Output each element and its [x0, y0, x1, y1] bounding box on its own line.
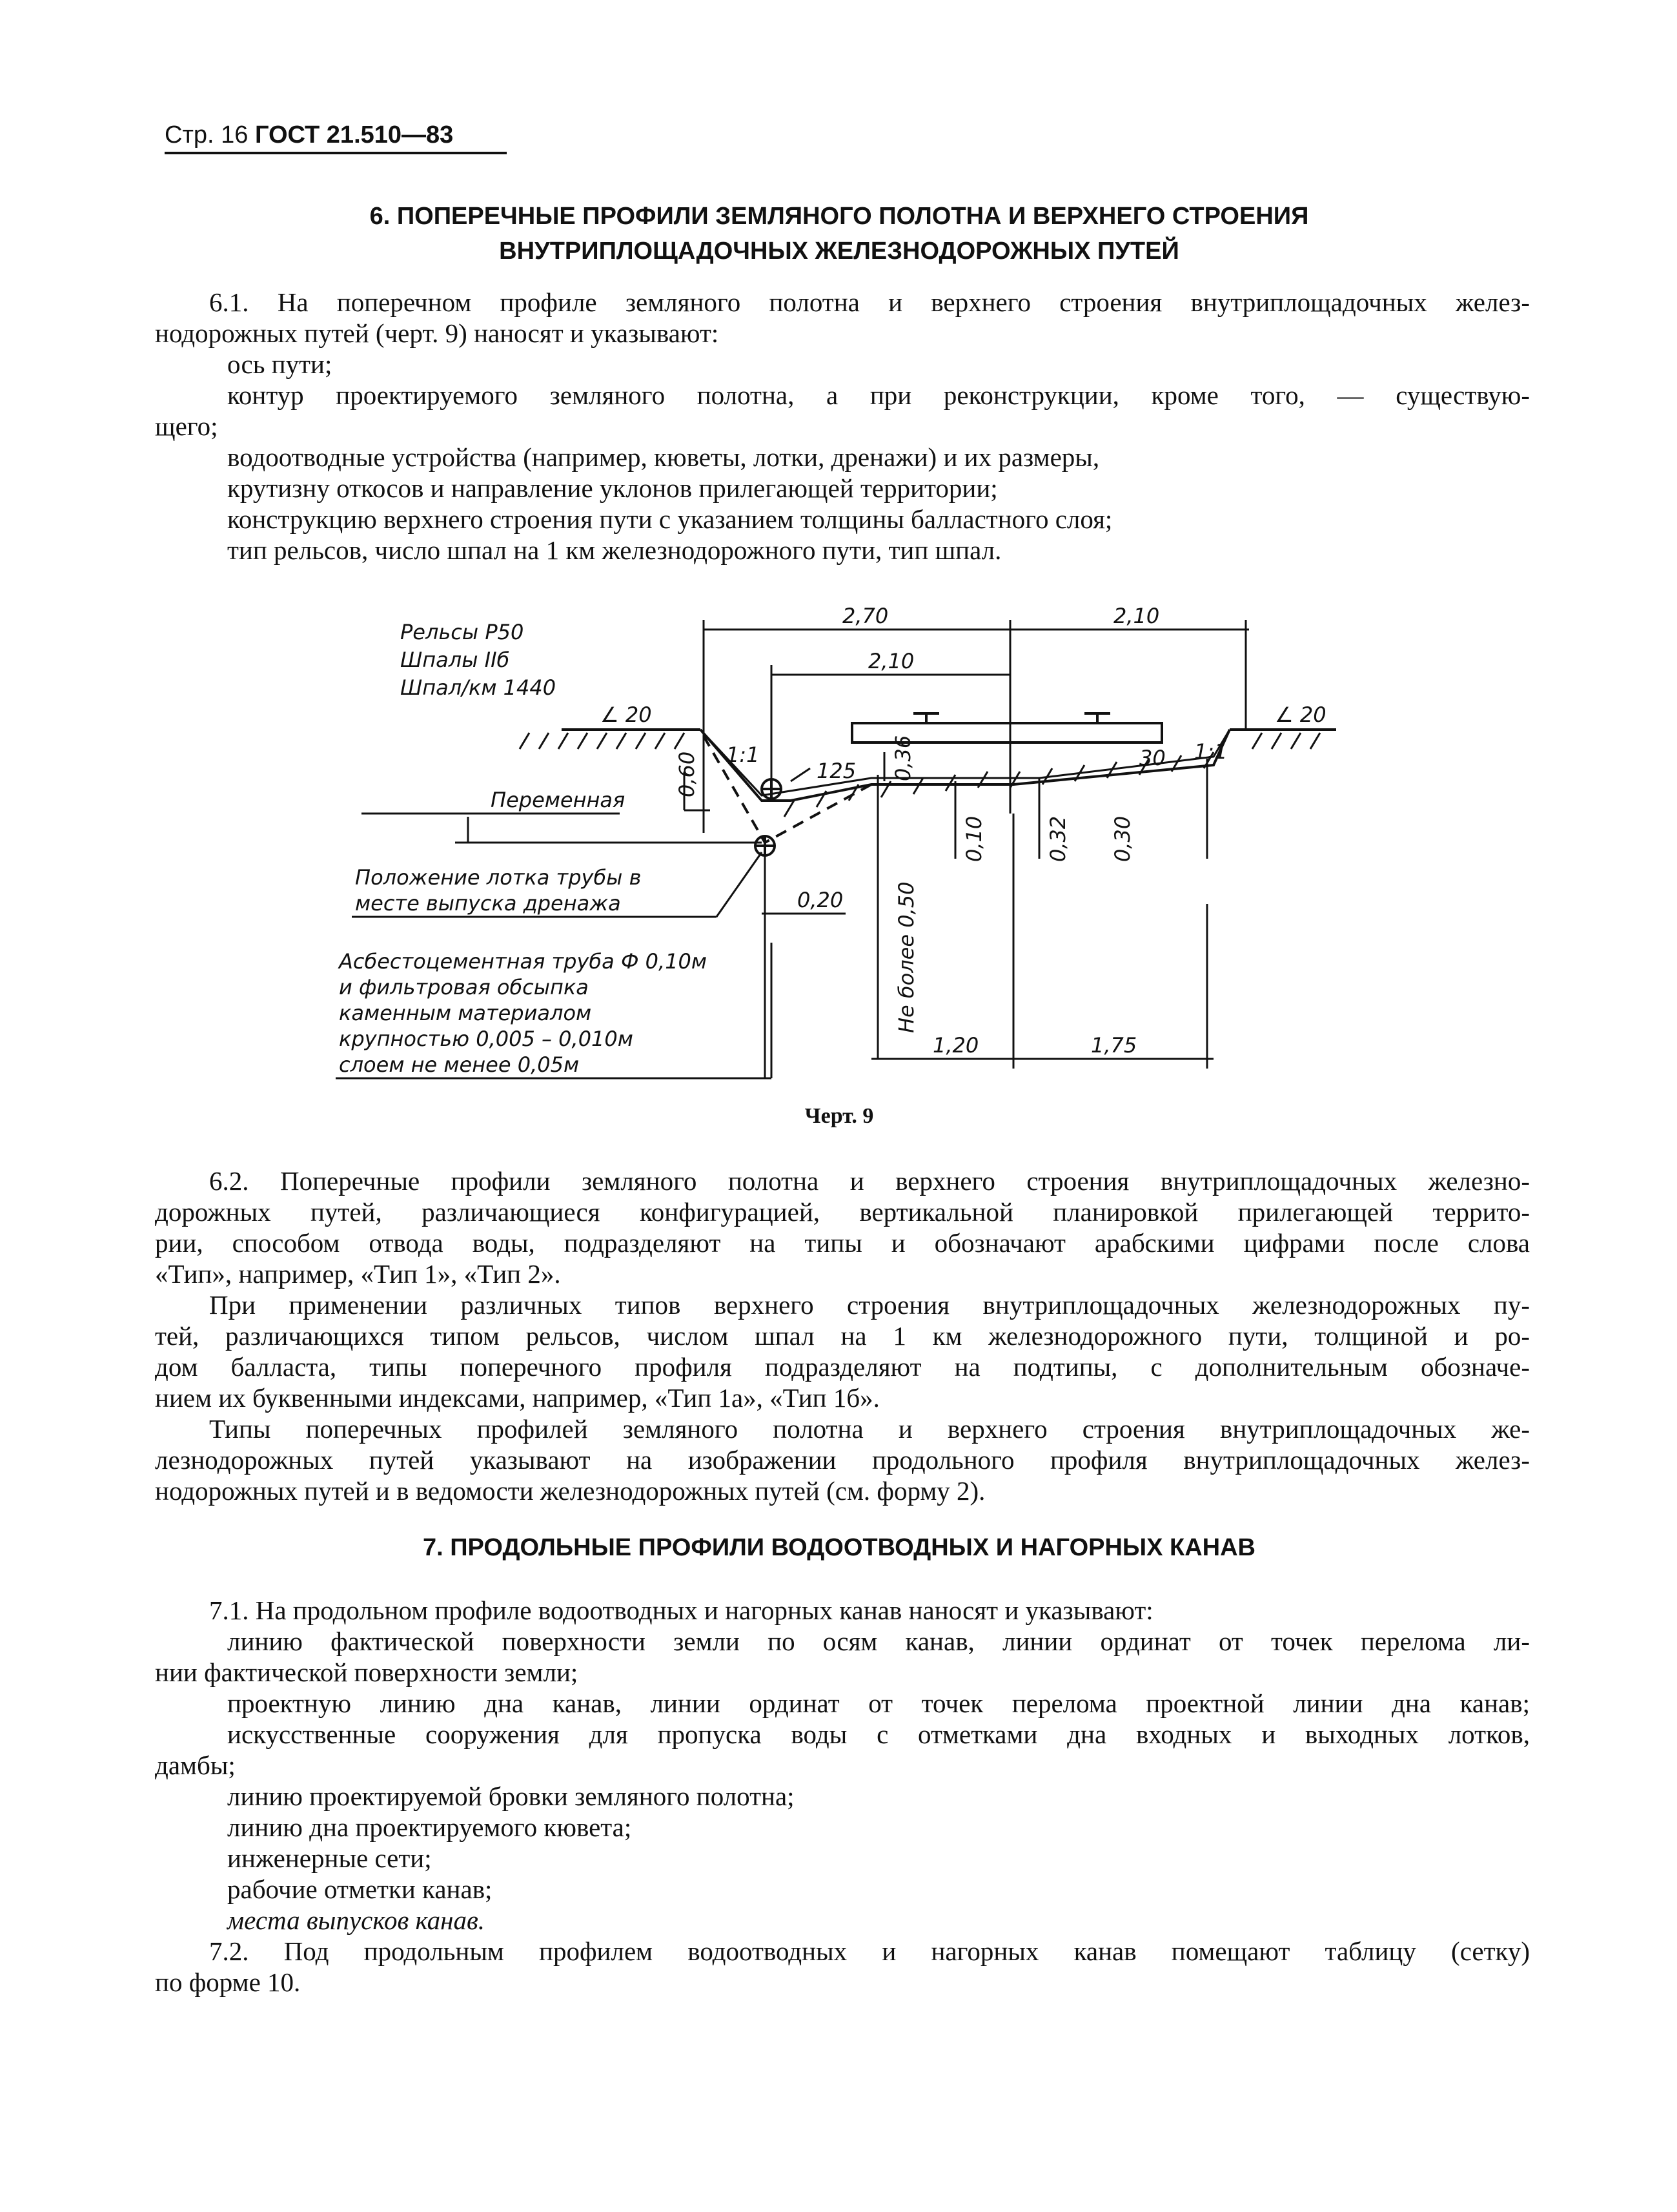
dim-bottom-left: 1,20: [933, 1033, 979, 1058]
dim-top-right: 2,10: [1113, 604, 1160, 628]
p61-item: щего;: [155, 411, 218, 441]
dim-mid: 2,10: [868, 649, 915, 673]
p61-item: крутизну откосов и направление уклонов прилегающей территории;: [227, 473, 998, 503]
legend-sleepers-per-km: Шпал/км 1440: [400, 675, 556, 700]
p61-item: конструкцию верхнего строения пути с указанием толщины балластного слоя;: [227, 504, 1113, 534]
dim-h2: 0,32: [1046, 815, 1070, 862]
figure-caption: Черт. 9: [804, 1104, 874, 1128]
s7-line: линию проектируемой бровки земляного полотна;: [227, 1781, 795, 1811]
s7-line: 7.2. Под продольным профилем водоотводных и нагорных канав помещают таблицу (сетку): [209, 1936, 1530, 1966]
dim-h1: 0,10: [962, 815, 986, 862]
p62-line: лезнодорожных путей указывают на изображении продольного профиля внутриплощадочных желез-: [155, 1445, 1530, 1475]
p62-line: Типы поперечных профилей земляного полотна и верхнего строения внутриплощадочных же-: [209, 1414, 1530, 1444]
s7-line: проектную линию дна канав, линии ординат от точек перелома проектной линии дна канав;: [227, 1688, 1530, 1718]
dim-h3: 0,30: [1110, 815, 1135, 862]
variable-label: Переменная: [491, 788, 625, 812]
s7-line: линию дна проектируемого кювета;: [227, 1812, 632, 1842]
p62-line: «Тип», например, «Тип 1», «Тип 2».: [155, 1259, 561, 1289]
dim-max-depth: Не более 0,50: [894, 881, 919, 1033]
gost-number: ГОСТ 21.510—83: [254, 121, 454, 148]
pipe-note-1: Асбестоцементная труба Ф 0,10м: [339, 949, 707, 974]
dim-ballast: 0,36: [891, 735, 915, 781]
s7-line: искусственные сооружения для пропуска воды с отметками дна входных и выходных лотков,: [227, 1719, 1530, 1749]
dim-ditch-depth: 0,60: [675, 751, 699, 797]
slope-left: ∠ 20: [600, 702, 652, 727]
s7-line: рабочие отметки канав;: [227, 1874, 493, 1904]
drain-slope: 125: [817, 759, 857, 783]
s7-line: по форме 10.: [155, 1967, 301, 1997]
p62-line: тей, различающихся типом рельсов, числом шпал на 1 км железнодорожного пути, толщиной и ро-: [155, 1321, 1530, 1351]
p61-item: ось пути;: [227, 349, 332, 379]
legend-sleepers: Шпалы IIб: [400, 648, 510, 672]
pipe-note-3: каменным материалом: [339, 1001, 592, 1025]
section7-body: [155, 1595, 1530, 1998]
dim-top-left: 2,70: [842, 604, 889, 628]
pipe-note-5: слоем не менее 0,05м: [339, 1052, 580, 1077]
dim-offset: 0,20: [797, 888, 844, 912]
legend-rails: Рельсы Р50: [400, 620, 524, 644]
p62-line: При применении различных типов верхнего строения внутриплощадочных железнодорожных пу-: [209, 1290, 1530, 1320]
p62-line: дом балласта, типы поперечного профиля подразделяют на подтипы, с дополнительным обозначе-: [155, 1352, 1530, 1382]
p62-line: нием их буквенными индексами, например, «Тип 1а», «Тип 1б».: [155, 1383, 880, 1413]
s7-line: 7.1. На продольном профиле водоотводных и нагорных канав наносят и указывают:: [209, 1595, 1154, 1625]
slope-right: ∠ 20: [1275, 702, 1326, 727]
p62-line: дорожных путей, различающиеся конфигурацией, вертикальной планировкой прилегающей террито-: [155, 1197, 1530, 1227]
pipe-note-4: крупностью 0,005 – 0,010м: [339, 1027, 633, 1051]
paragraph-6-2: [155, 1165, 1530, 1506]
tray-position-2: месте выпуска дренажа: [355, 891, 621, 916]
slope-right-value: 20: [1299, 702, 1326, 727]
p61-line: нодорожных путей (черт. 9) наносят и указывают:: [155, 318, 719, 348]
p61-item: водоотводные устройства (например, кюветы, лотки, дренажи) и их размеры,: [227, 442, 1100, 472]
s7-line: места выпусков канав.: [227, 1905, 485, 1935]
p62-line: нодорожных путей и в ведомости железнодорожных путей (см. форму 2).: [155, 1476, 986, 1506]
slope-ratio-left: 1:1: [726, 742, 760, 767]
pipe-note-2: и фильтровая обсыпка: [339, 975, 589, 999]
tray-position-1: Положение лотка трубы в: [355, 865, 642, 890]
s7-line: нии фактической поверхности земли;: [155, 1657, 578, 1687]
p62-line: 6.2. Поперечные профили земляного полотна и верхнего строения внутриплощадочных железно-: [209, 1166, 1530, 1196]
section6-title-line1: 6. ПОПЕРЕЧНЫЕ ПРОФИЛИ ЗЕМЛЯНОГО ПОЛОТНА И ВЕРХНЕГО СТРОЕНИЯ: [369, 203, 1309, 230]
section6-title-line2: ВНУТРИПЛОЩАДОЧНЫХ ЖЕЛЕЗНОДОРОЖНЫХ ПУТЕЙ: [499, 238, 1179, 265]
p62-line: рии, способом отвода воды, подразделяют на типы и обозначают арабскими цифрами после слова: [155, 1228, 1530, 1258]
slope-ratio-right: 1:1: [1194, 739, 1228, 764]
s7-line: линию фактической поверхности земли по осям канав, линии ординат от точек перелома ли-: [227, 1626, 1530, 1656]
s7-line: инженерные сети;: [227, 1843, 432, 1873]
p61-item: тип рельсов, число шпал на 1 км железнодорожного пути, тип шпал.: [227, 535, 1002, 565]
dim-bottom-right: 1,75: [1091, 1033, 1137, 1058]
ballast-slope: 30: [1139, 746, 1166, 770]
page-number: Стр. 16: [165, 121, 249, 148]
p61-line: 6.1. На поперечном профиле земляного полотна и верхнего строения внутриплощадочных желез-: [209, 287, 1530, 317]
section7-title: 7. ПРОДОЛЬНЫЕ ПРОФИЛИ ВОДООТВОДНЫХ И НАГОРНЫХ КАНАВ: [423, 1534, 1255, 1561]
s7-line: дамбы;: [155, 1750, 236, 1780]
p61-item: контур проектируемого земляного полотна, а при реконструкции, кроме того, — существую-: [227, 380, 1530, 410]
slope-left-value: 20: [625, 702, 652, 727]
